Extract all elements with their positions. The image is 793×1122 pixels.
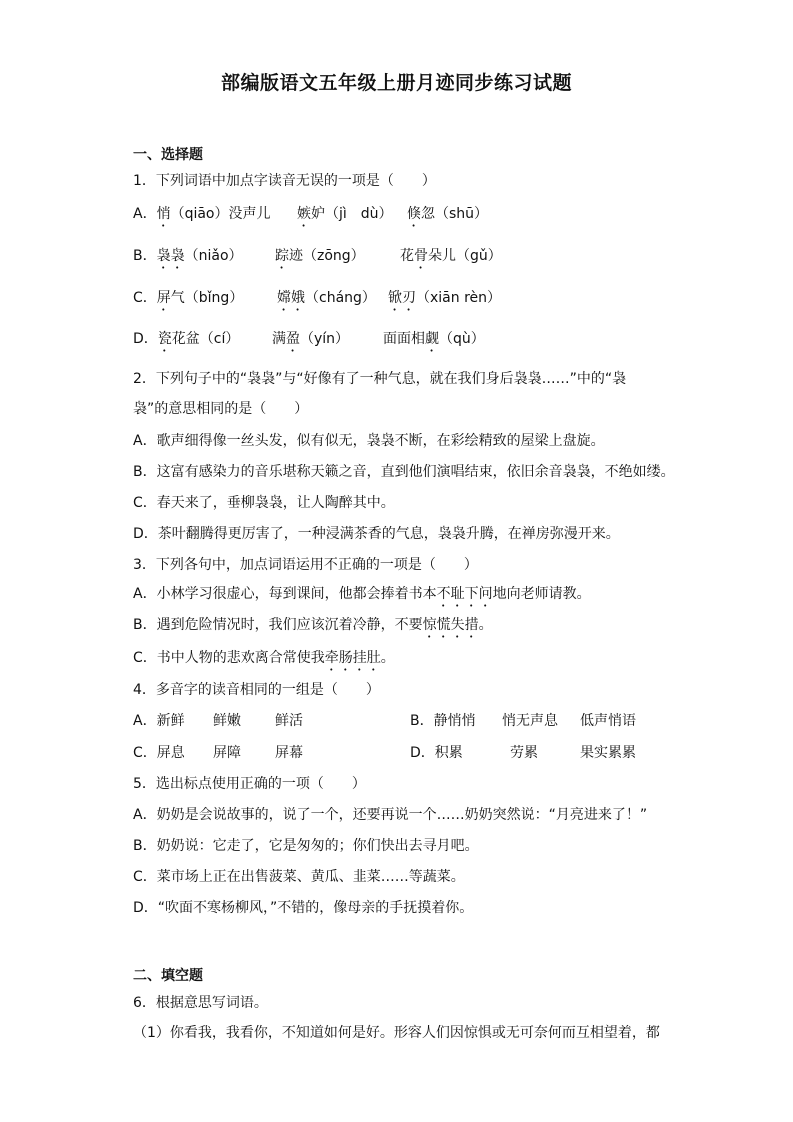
section-heading-fill: 二、填空题 <box>133 968 203 984</box>
question-1-option-a: A．悄（qiāo）没声儿 <box>133 206 271 222</box>
question-3-option-b: B．遇到危险情况时，我们应该沉着冷静，不要惊慌失措。 <box>133 617 493 633</box>
question-6-stem: 6．根据意思写词语。 <box>133 995 268 1011</box>
question-4-option-b-3: 低声悄语 <box>580 713 636 729</box>
question-1-option-d-word3: 面面相觑（qù） <box>383 331 485 347</box>
question-5-option-b: B．奶奶说：它走了，它是匆匆的；你们快出去寻月吧。 <box>133 838 479 854</box>
question-1-option-c: C．屏气（bǐng） <box>133 290 244 306</box>
question-4-option-d-2: 劳累 <box>510 745 538 761</box>
page-title: 部编版语文五年级上册月迹同步练习试题 <box>220 72 572 94</box>
section-heading-choice: 一、选择题 <box>133 147 203 163</box>
question-1-stem: 1．下列词语中加点字读音无误的一项是（ ） <box>133 173 436 189</box>
question-4-option-b-2: 悄无声息 <box>502 713 558 729</box>
question-4-option-d-3: 果实累累 <box>580 745 636 761</box>
question-5-option-d: D．“吹面不寒杨柳风，”不错的，像母亲的手抚摸着你。 <box>133 900 474 916</box>
question-5-stem: 5．选出标点使用正确的一项（ ） <box>133 776 366 792</box>
question-4-option-b-1: B．静悄悄 <box>410 713 476 729</box>
question-5-option-c: C．菜市场上正在出售菠菜、黄瓜、韭菜……等蔬菜。 <box>133 869 465 885</box>
question-4-option-c-3: 屏幕 <box>275 745 303 761</box>
question-1-option-a-word2: 嫉妒（jì dù） <box>297 206 393 222</box>
question-4-option-c-2: 屏障 <box>213 745 241 761</box>
question-3-option-a: A．小林学习很虚心，每到课间，他都会捧着书本不耻下问地向老师请教。 <box>133 586 591 602</box>
question-1-option-b: B．袅袅（niǎo） <box>133 248 243 264</box>
question-5-option-a: A．奶奶是会说故事的，说了一个，还要再说一个……奶奶突然说：“月亮进来了！” <box>133 807 648 823</box>
question-1-option-d: D．瓷花盆（cí） <box>133 331 240 347</box>
question-2-stem-line2: 袅”的意思相同的是（ ） <box>133 401 309 417</box>
question-1-option-b-word2: 踪迹（zōng） <box>275 248 365 264</box>
question-3-option-c: C．书中人物的悲欢离合常使我牵肠挂肚。 <box>133 650 395 666</box>
question-3-stem: 3．下列各句中，加点词语运用不正确的一项是（ ） <box>133 557 478 573</box>
question-1-option-c-word3: 锨刃（xiān rèn） <box>388 290 502 306</box>
question-1-option-c-word2: 嫦娥（cháng） <box>277 290 376 306</box>
question-4-stem: 4．多音字的读音相同的一组是（ ） <box>133 682 380 698</box>
question-2-option-a: A．歌声细得像一丝头发，似有似无，袅袅不断，在彩绘精致的屋梁上盘旋。 <box>133 433 605 449</box>
question-6-item-1: （1）你看我，我看你，不知道如何是好。形容人们因惊惧或无可奈何而互相望着，都 <box>133 1025 660 1041</box>
question-4-option-a-1: A．新鲜 <box>133 713 185 729</box>
question-2-option-d: D．茶叶翻腾得更厉害了，一种浸满茶香的气息，袅袅升腾，在禅房弥漫开来。 <box>133 526 620 542</box>
question-1-option-a-word3: 倏忽（shū） <box>407 206 489 222</box>
question-4-option-a-3: 鲜活 <box>275 713 303 729</box>
question-2-stem-line1: 2．下列句子中的“袅袅”与“好像有了一种气息，就在我们身后袅袅……”中的“袅 <box>133 371 627 387</box>
question-1-option-b-word3: 花骨朵儿（gǔ） <box>400 248 502 264</box>
question-4-option-a-2: 鲜嫩 <box>213 713 241 729</box>
question-2-option-b: B．这富有感染力的音乐堪称天籁之音，直到他们演唱结束，依旧余音袅袅，不绝如缕。 <box>133 464 675 480</box>
question-2-option-c: C．春天来了，垂柳袅袅，让人陶醉其中。 <box>133 495 395 511</box>
question-4-option-d-1: D．积累 <box>410 745 463 761</box>
question-4-option-c-1: C．屏息 <box>133 745 185 761</box>
question-1-option-d-word2: 满盈（yín） <box>272 331 350 347</box>
